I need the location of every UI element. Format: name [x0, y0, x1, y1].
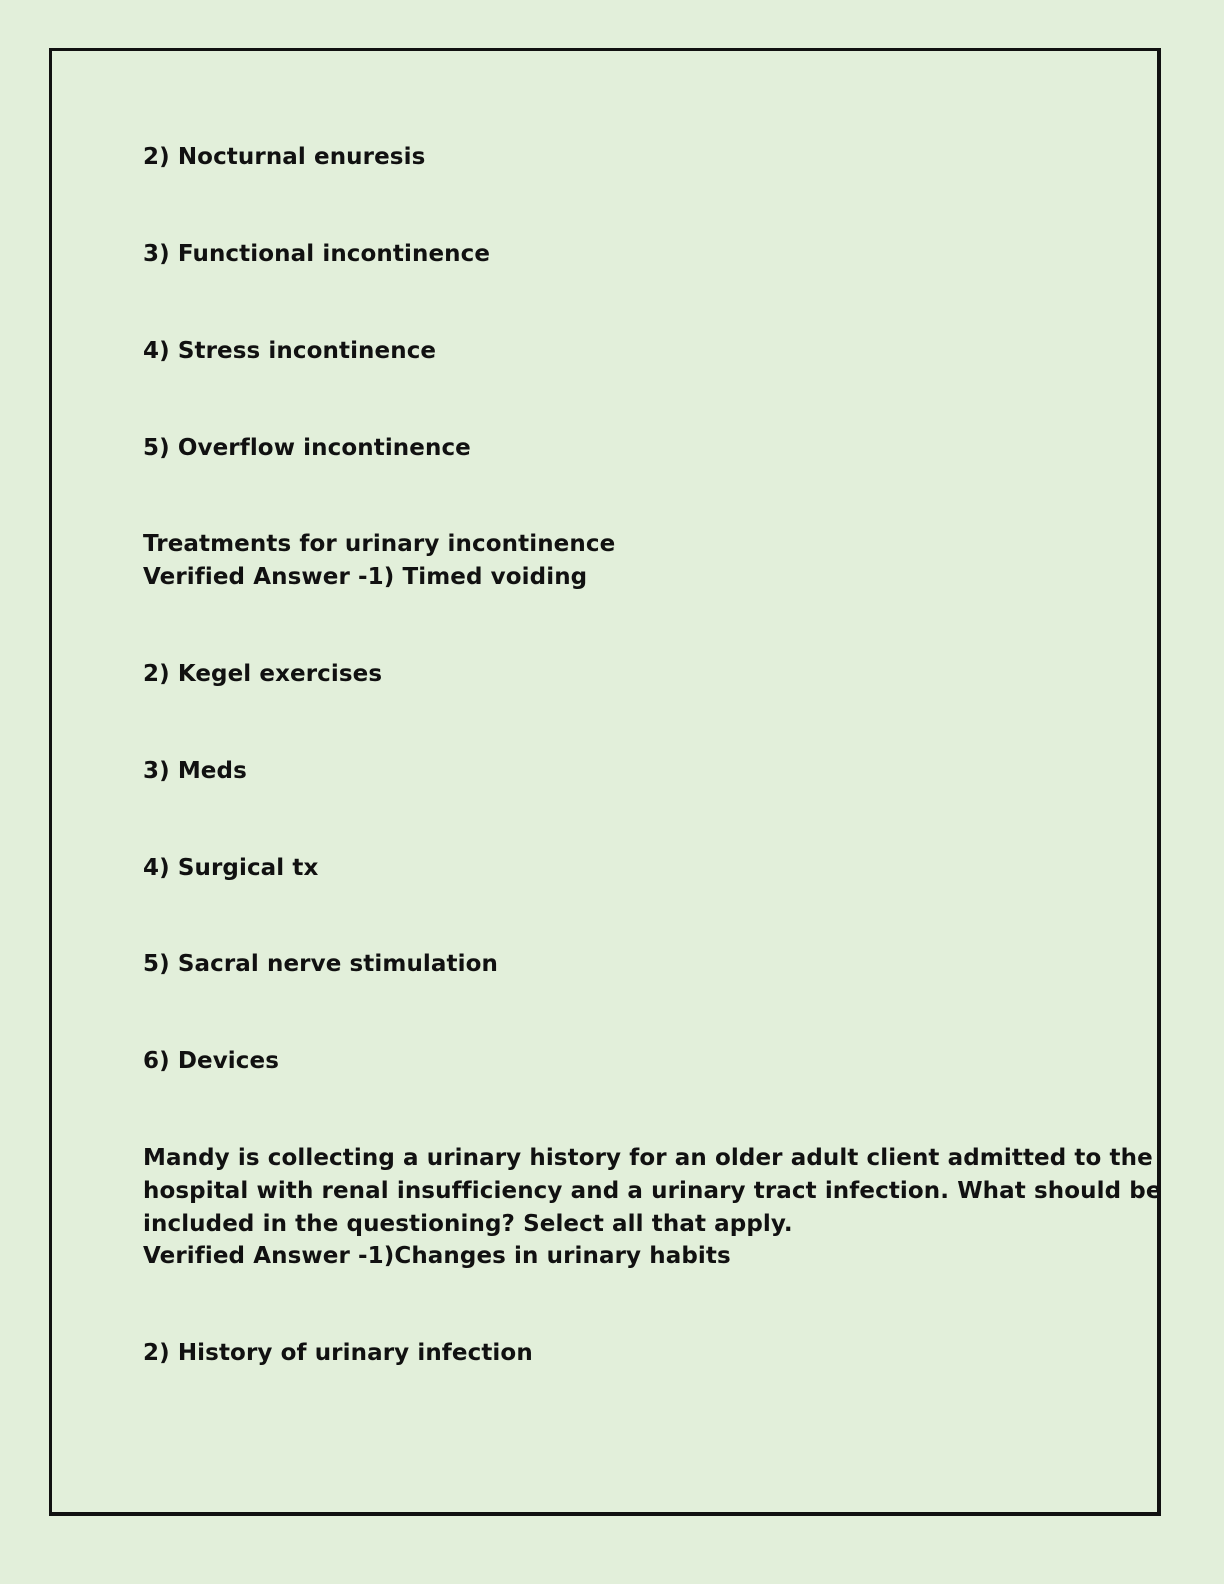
answer-option-line: 2) Kegel exercises — [143, 661, 383, 687]
answer-option-line: 5) Sacral nerve stimulation — [143, 951, 498, 977]
question-line: hospital with renal insufficiency and a urinary tract infection. What should be — [143, 1178, 1162, 1204]
verified-answer-line: Verified Answer -1)Changes in urinary habits — [143, 1243, 731, 1269]
answer-option-line: 4) Stress incontinence — [143, 338, 437, 364]
answer-option-line: 4) Surgical tx — [143, 855, 319, 881]
answer-option-line: 5) Overflow incontinence — [143, 435, 471, 461]
answer-option-line: 3) Functional incontinence — [143, 241, 491, 267]
question-line: included in the questioning? Select all that apply. — [143, 1211, 793, 1237]
answer-option-line: 2) Nocturnal enuresis — [143, 144, 426, 170]
answer-option-line: 2) History of urinary infection — [143, 1340, 533, 1366]
verified-answer-line: Verified Answer -1) Timed voiding — [143, 564, 588, 590]
answer-option-line: 6) Devices — [143, 1048, 280, 1074]
question-line: Mandy is collecting a urinary history for an older adult client admitted to the — [143, 1145, 1153, 1171]
answer-option-line: 3) Meds — [143, 758, 247, 784]
question-line: Treatments for urinary incontinence — [143, 531, 616, 557]
